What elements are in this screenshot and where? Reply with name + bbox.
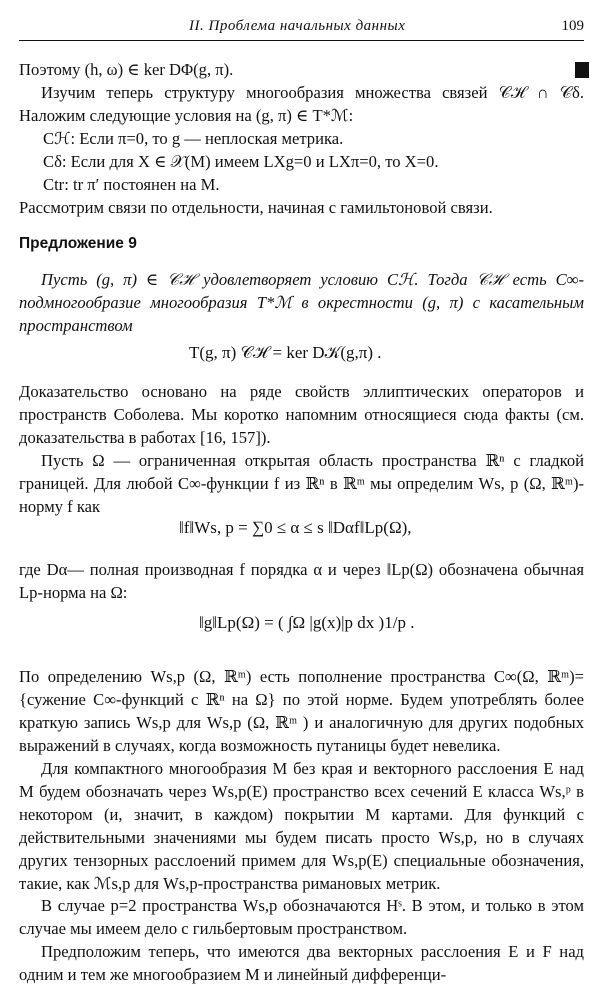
formula-sobolev-norm: ‖f‖Ws, p = ∑0 ≤ α ≤ s ‖Dαf‖Lp(Ω), <box>179 518 412 537</box>
paragraph-9: В случае p=2 пространства Ws,p обозначаются Hˢ. В этом, и только в этом случае мы имеем дело с гильбертовым пространством. <box>19 896 584 938</box>
paragraph-8: Для компактного многообразия M без края и векторного расслоения E над M будем обозначать через Ws,p(E) пространство всех сечений E класса Ws,ᵖ в некотором (и, значит, в каждом) покрытии M картами. Для функций с действительными значениями мы будем писать просто Ws,p, но в случаях других тензорных расслоений примем для Ws,p(E) специальные обозначения, такие, как ℳs,p для Ws,p-пространства римановых метрик. <box>19 759 584 893</box>
paragraph-1: Поэтому (h, ω) ∈ ker DΦ(g, π). <box>19 60 234 79</box>
paragraph-4: Доказательство основано на ряде свойств эллиптических операторов и пространств Соболева. Мы коротко напомним относящиеся сюда факты (см. доказательства в работах [16, 157]). <box>19 382 584 447</box>
condition-hamiltonian: Cℋ: Если π=0, то g — неплоская метрика. <box>43 129 344 148</box>
proposition-statement: Пусть (g, π) ∈ 𝒞ℋ удовлетворяет условию Cℋ. Тогда 𝒞ℋ есть C∞-подмногообразие многообразия T*ℳ в окрестности (g, π) с касательным пространством <box>19 270 584 335</box>
paragraph-7: По определению Ws,p (Ω, ℝᵐ) есть пополнение пространства C∞(Ω, ℝᵐ)={сужение C∞-функций с ℝⁿ на Ω} по этой норме. Будем употреблять более краткую запись Ws,p для Ws,p (Ω, ℝᵐ ) и аналогичную для других подобных выражений в случаях, когда возможность путаницы будет невелика. <box>19 667 584 755</box>
formula-tangent-space: T(g, π) 𝒞ℋ = ker D𝒦(g,π) . <box>189 343 382 362</box>
paragraph-2: Изучим теперь структуру многообразия множества связей 𝒞ℋ ∩ 𝒞δ. Наложим следующие условия на (g, π) ∈ T*ℳ: <box>19 83 584 125</box>
paragraph-10: Предположим теперь, что имеются два векторных расслоения E и F над одним и тем же многообразием M и линейный дифференци- <box>19 942 584 984</box>
condition-delta: Cδ: Если для X ∈ 𝒳(M) имеем LXg=0 и LXπ=0, то X=0. <box>43 152 439 171</box>
condition-trace: Ctr: tr π′ постоянен на M. <box>43 175 220 194</box>
book-page <box>19 18 584 984</box>
header-rule <box>19 40 584 41</box>
paragraph-5: Пусть Ω — ограниченная открытая область пространства ℝⁿ с гладкой границей. Для любой C∞-функции f из ℝⁿ в ℝᵐ мы определим Ws, p (Ω, ℝᵐ)-норму f как <box>19 451 584 516</box>
proposition-heading: Предложение 9 <box>19 235 137 252</box>
formula-lp-norm: ‖g‖Lp(Ω) = ( ∫Ω |g(x)|p dx )1/p . <box>199 613 415 632</box>
paragraph-6: где Dα— полная производная f порядка α и через ‖Lp(Ω) обозначена обычная Lp-норма на Ω: <box>19 560 584 602</box>
chapter-title: II. Проблема начальных данных <box>189 18 406 34</box>
running-header <box>19 18 584 38</box>
paragraph-3: Рассмотрим связи по отдельности, начиная с гамильтоновой связи. <box>19 198 493 217</box>
page-number: 109 <box>561 18 584 34</box>
